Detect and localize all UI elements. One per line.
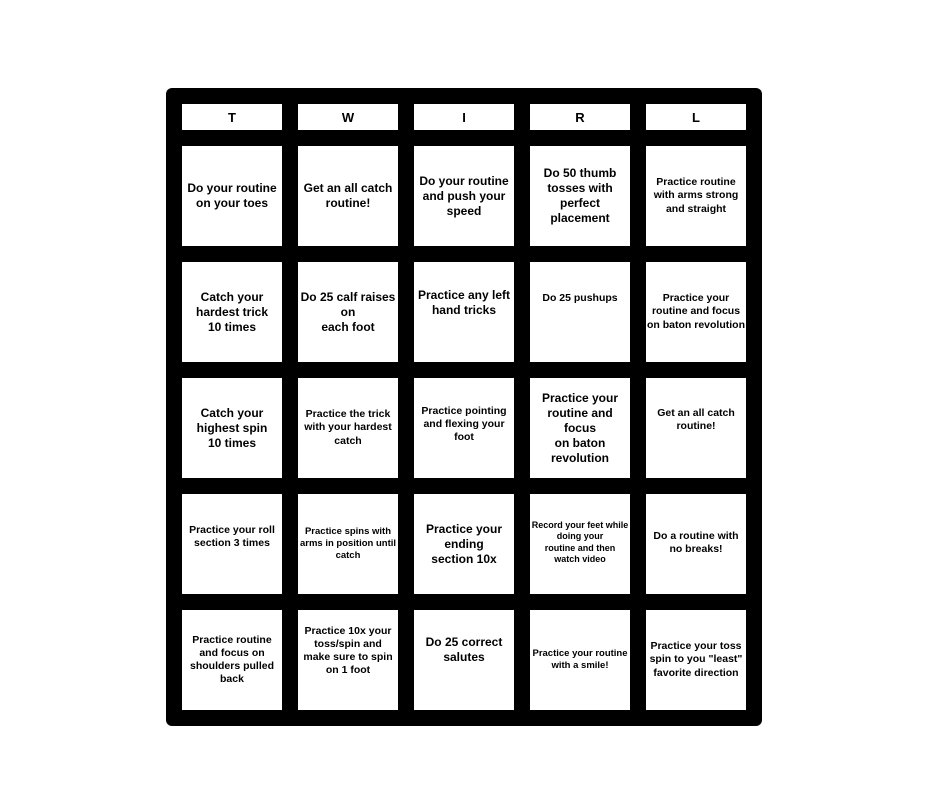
bingo-cell: Get an all catch routine! (646, 378, 746, 478)
bingo-cell: Do 50 thumb tosses with perfect placement (530, 146, 630, 246)
bingo-cell: Practice routine with arms strong and straight (646, 146, 746, 246)
bingo-cell: Do your routine and push your speed (414, 146, 514, 246)
bingo-cell: Practice spins with arms in position until catch (298, 494, 398, 594)
bingo-cell: Practice your routine and focus on baton revolution (646, 262, 746, 362)
bingo-cell: Practice your ending section 10x (414, 494, 514, 594)
bingo-cell: Do 25 correct salutes (414, 610, 514, 710)
bingo-cell: Practice your toss spin to you "least" favorite direction (646, 610, 746, 710)
column-header-t: T (182, 104, 282, 130)
bingo-cell: Practice the trick with your hardest catch (298, 378, 398, 478)
bingo-cell: Record your feet while doing your routine and then watch video (530, 494, 630, 594)
bingo-cell: Practice your routine with a smile! (530, 610, 630, 710)
bingo-cell: Do 25 pushups (530, 262, 630, 362)
bingo-cell: Catch your hardest trick 10 times (182, 262, 282, 362)
column-header-l: L (646, 104, 746, 130)
bingo-cell: Practice your routine and focus on baton revolution (530, 378, 630, 478)
bingo-cell: Practice routine and focus on shoulders pulled back (182, 610, 282, 710)
bingo-cell: Practice any left hand tricks (414, 262, 514, 362)
bingo-cell: Do 25 calf raises on each foot (298, 262, 398, 362)
column-header-w: W (298, 104, 398, 130)
bingo-cell: Catch your highest spin 10 times (182, 378, 282, 478)
bingo-cell: Do your routine on your toes (182, 146, 282, 246)
bingo-cell: Get an all catch routine! (298, 146, 398, 246)
column-header-i: I (414, 104, 514, 130)
bingo-cell: Practice pointing and flexing your foot (414, 378, 514, 478)
bingo-cell: Do a routine with no breaks! (646, 494, 746, 594)
column-header-r: R (530, 104, 630, 130)
bingo-cell: Practice 10x your toss/spin and make sure to spin on 1 foot (298, 610, 398, 710)
bingo-cell: Practice your roll section 3 times (182, 494, 282, 594)
